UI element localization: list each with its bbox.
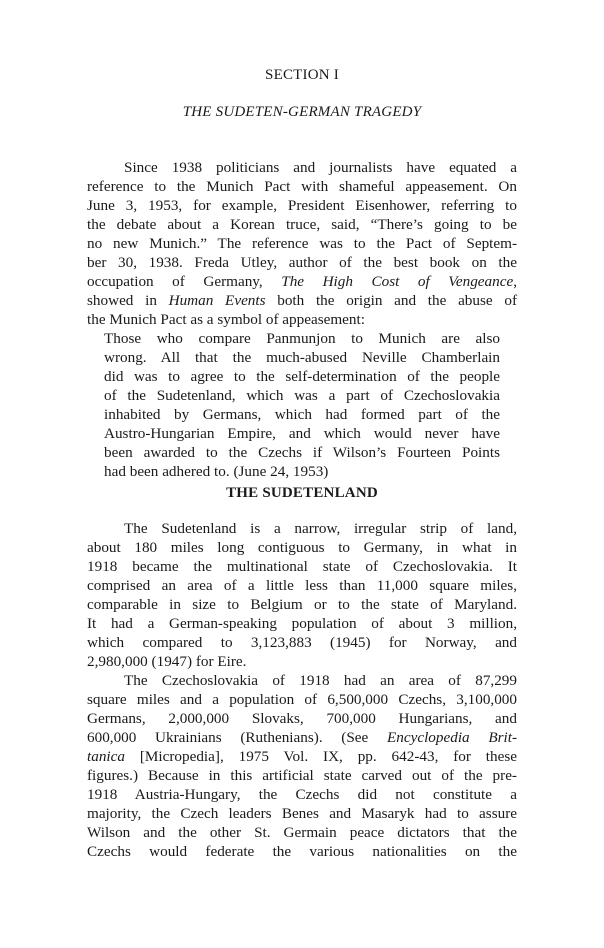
encyclopedia-title-italic: tanica <box>87 748 125 765</box>
quote-line: of the Sudetenland, which was a part of Czechoslovakia <box>104 387 500 404</box>
paragraph-line: It had a German-speaking population of about 3 million, <box>87 615 517 632</box>
quote-line: wrong. All that the much-abused Neville Chamberlain <box>104 349 500 366</box>
paragraph-line: Czechs would federate the various nationalities on the <box>87 843 517 860</box>
quote-line: inhabited by Germans, which had formed part of the <box>104 406 500 423</box>
paragraph-line: 2,980,000 (1947) for Eire. <box>87 653 247 670</box>
paragraph-line: Since 1938 politicians and journalists have equated a <box>124 159 517 176</box>
paragraph-line: The Sudetenland is a narrow, irregular strip of land, <box>124 520 517 537</box>
paragraph-line: reference to the Munich Pact with shameful appeasement. On <box>87 178 517 195</box>
paragraph-line <box>87 747 517 767</box>
paragraph-line <box>87 272 517 292</box>
paragraph-line: 1918 Austria-Hungary, the Czechs did not constitute a <box>87 786 517 803</box>
quote-line: had been adhered to. (June 24, 1953) <box>104 463 329 480</box>
paragraph-line: comparable in size to Belgium or to the state of Maryland. <box>87 596 517 613</box>
quote-line: been awarded to the Czechs if Wilson’s Fourteen Points <box>104 444 500 461</box>
publication-title-italic: Human Events <box>168 292 266 309</box>
quote-line: Austro-Hungarian Empire, and which would never have <box>104 425 500 442</box>
paragraph-line: the debate about a Korean truce, said, “There’s going to be <box>87 216 517 233</box>
quote-line: did was to agree to the self-determination of the people <box>104 368 500 385</box>
book-title-italic: The High Cost of Vengeance <box>281 273 514 290</box>
paragraph-line: Wilson and the other St. Germain peace dictators that the <box>87 824 517 841</box>
line-text: occupation of Germany, <box>87 273 282 290</box>
encyclopedia-title-italic: Encyclopedia Brit- <box>386 729 518 746</box>
paragraph-line: majority, the Czech leaders Benes and Masaryk had to assure <box>87 805 517 822</box>
subheading: THE SUDETENLAND <box>226 485 378 501</box>
line-text: both the origin and the abuse of <box>277 292 517 309</box>
paragraph-line: no new Munich.” The reference was to the Pact of Septem- <box>87 235 517 252</box>
section-label: SECTION I <box>265 67 339 83</box>
paragraph-line <box>87 728 517 748</box>
paragraph-line: the Munich Pact as a symbol of appeasement: <box>87 311 365 328</box>
section-title: THE SUDETEN-GERMAN TRAGEDY <box>182 104 422 120</box>
paragraph-line: comprised an area of a little less than 11,000 square miles, <box>87 577 517 594</box>
paragraph-line: which compared to 3,123,883 (1945) for Norway, and <box>87 634 517 651</box>
paragraph-line: Germans, 2,000,000 Slovaks, 700,000 Hungarians, and <box>87 710 517 727</box>
paragraph-line: 1918 became the multinational state of Czechoslovakia. It <box>87 558 517 575</box>
paragraph-line: The Czechoslovakia of 1918 had an area of 87,299 <box>124 672 517 689</box>
line-text: [Micropedia], 1975 Vol. IX, pp. 642-43, for these <box>124 748 517 765</box>
paragraph-line: about 180 miles long contiguous to Germany, in what in <box>87 539 517 556</box>
paragraph-line: June 3, 1953, for example, President Eisenhower, referring to <box>87 197 517 214</box>
line-text: 600,000 Ukrainians (Ruthenians). (See <box>87 729 387 746</box>
paragraph-line: ber 30, 1938. Freda Utley, author of the best book on the <box>87 254 517 271</box>
paragraph-line: square miles and a population of 6,500,000 Czechs, 3,100,000 <box>87 691 517 708</box>
quote-line: Those who compare Panmunjon to Munich are also <box>104 330 500 347</box>
line-text: , <box>513 273 517 290</box>
line-text: showed in <box>87 292 169 309</box>
paragraph-line <box>87 291 517 311</box>
paragraph-line: figures.) Because in this artificial state carved out of the pre- <box>87 767 517 784</box>
